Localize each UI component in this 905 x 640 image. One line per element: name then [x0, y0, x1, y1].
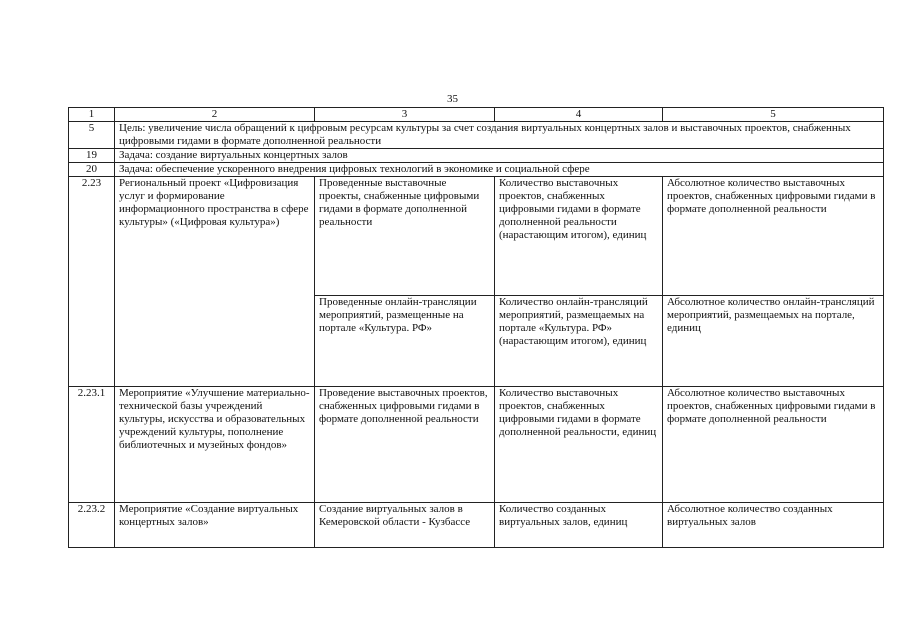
- task-row-20: [69, 163, 884, 177]
- column-number-3: 3: [315, 108, 495, 122]
- table-row-2-23-2: [69, 503, 884, 548]
- column-number-2: 2: [115, 108, 315, 122]
- row-2-23-number: 2.23: [69, 177, 115, 387]
- row-2-23-1-event-name: Мероприятие «Улучшение материально-технической базы учреждений культуры, искусства и образовательных учреждений культуры, пополнение библиотечных и музейных фондов»: [115, 387, 315, 503]
- row-2-23-indicator-1: Количество выставочных проектов, снабженных цифровыми гидами в формате дополненной реальности (нарастающим итогом), единиц: [495, 177, 663, 296]
- row-2-23-absolute-1: Абсолютное количество выставочных проектов, снабженных цифровыми гидами в формате дополненной реальности: [663, 177, 884, 296]
- column-number-1: 1: [69, 108, 115, 122]
- table-row-2-23-1: [69, 387, 884, 503]
- task-row-19: [69, 149, 884, 163]
- row-2-23-absolute-2: Абсолютное количество онлайн-трансляций мероприятий, размещаемых на портале, единиц: [663, 296, 884, 387]
- column-number-4: 4: [495, 108, 663, 122]
- row-2-23-2-absolute: Абсолютное количество созданных виртуальных залов: [663, 503, 884, 548]
- goal-text: Цель: увеличение числа обращений к цифровым ресурсам культуры за счет создания виртуальных концертных залов и выставочных проектов, снабженных цифровыми гидами в формате дополненной реальности: [115, 122, 884, 149]
- row-2-23-2-indicator: Количество созданных виртуальных залов, единиц: [495, 503, 663, 548]
- table-header-row: [69, 108, 884, 122]
- row-2-23-result-2: Проведенные онлайн-трансляции мероприятий, размещенные на портале «Культура. РФ»: [315, 296, 495, 387]
- task-19-number: 19: [69, 149, 115, 163]
- goal-number: 5: [69, 122, 115, 149]
- task-19-text: Задача: создание виртуальных концертных залов: [115, 149, 884, 163]
- row-2-23-2-event-name: Мероприятие «Создание виртуальных концертных залов»: [115, 503, 315, 548]
- row-2-23-project-name: Региональный проект «Цифровизация услуг и формирование информационного пространства в сфере культуры» («Цифровая культура»): [115, 177, 315, 387]
- row-2-23-indicator-2: Количество онлайн-трансляций мероприятий, размещаемых на портале «Культура. РФ» (нарастающим итогом), единиц: [495, 296, 663, 387]
- page-number: 35: [447, 93, 458, 105]
- row-2-23-1-result: Проведение выставочных проектов, снабженных цифровыми гидами в формате дополненной реальности: [315, 387, 495, 503]
- table-row-2-23: [69, 177, 884, 296]
- column-number-5: 5: [663, 108, 884, 122]
- row-2-23-1-indicator: Количество выставочных проектов, снабженных цифровыми гидами в формате дополненной реальности, единиц: [495, 387, 663, 503]
- row-2-23-2-result: Создание виртуальных залов в Кемеровской области - Кузбассе: [315, 503, 495, 548]
- row-2-23-1-number: 2.23.1: [69, 387, 115, 503]
- row-2-23-2-number: 2.23.2: [69, 503, 115, 548]
- indicators-table: [68, 107, 884, 548]
- row-2-23-result-1: Проведенные выставочные проекты, снабженные цифровыми гидами в формате дополненной реальности: [315, 177, 495, 296]
- goal-row: [69, 122, 884, 149]
- task-20-text: Задача: обеспечение ускоренного внедрения цифровых технологий в экономике и социальной сфере: [115, 163, 884, 177]
- task-20-number: 20: [69, 163, 115, 177]
- row-2-23-1-absolute: Абсолютное количество выставочных проектов, снабженных цифровыми гидами в формате дополненной реальности: [663, 387, 884, 503]
